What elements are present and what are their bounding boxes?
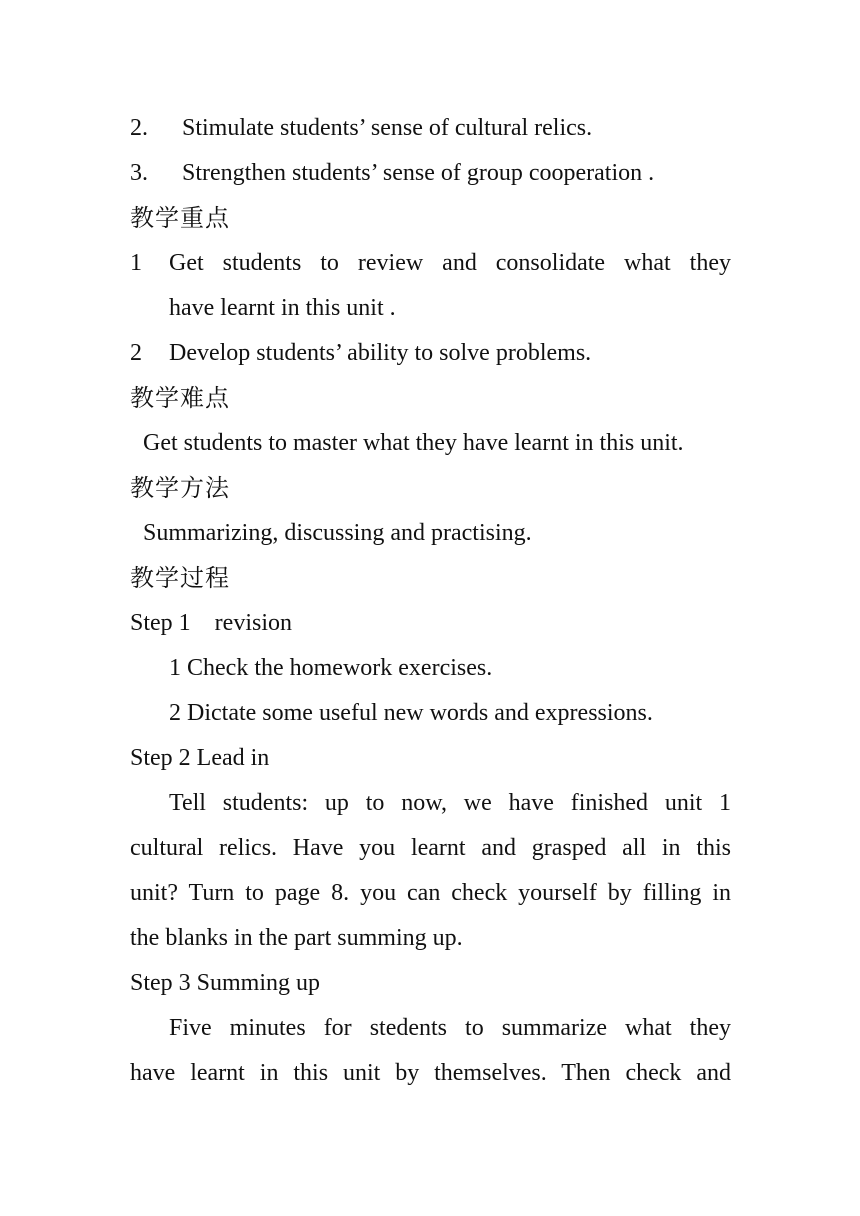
step2-line-3: unit? Turn to page 8. you can check yourself by filling in — [130, 880, 731, 906]
step2-line-1: Tell students: up to now, we have finished unit 1 — [169, 790, 731, 816]
objective-3-text: Strengthen students’ sense of group cooperation . — [182, 160, 655, 186]
key-point-1-number: 1 — [130, 250, 142, 276]
key-point-1-line2: have learnt in this unit . — [169, 295, 396, 321]
step3-title: Step 3 Summing up — [130, 970, 321, 996]
objective-2-text: Stimulate students’ sense of cultural relics. — [182, 115, 593, 141]
process-heading: 教学过程 — [130, 564, 230, 592]
key-point-2-text: Develop students’ ability to solve problems. — [169, 340, 592, 366]
step2-line-2: cultural relics. Have you learnt and grasped all in this — [130, 835, 731, 861]
key-points-heading: 教学重点 — [130, 204, 230, 232]
methods-heading: 教学方法 — [130, 474, 230, 502]
objective-3-number: 3. — [130, 160, 148, 186]
step1-item-2: 2 Dictate some useful new words and expressions. — [169, 700, 653, 726]
objective-2-number: 2. — [130, 115, 148, 141]
step3-line-2: have learnt in this unit by themselves. Then check and — [130, 1060, 731, 1086]
step2-line-4: the blanks in the part summing up. — [130, 925, 463, 951]
step2-title: Step 2 Lead in — [130, 745, 270, 771]
step3-line-1: Five minutes for stedents to summarize what they — [169, 1015, 731, 1041]
difficulties-text: Get students to master what they have learnt in this unit. — [143, 430, 684, 456]
step1-item-1: 1 Check the homework exercises. — [169, 655, 493, 681]
step1-title: Step 1 revision — [130, 610, 292, 636]
methods-text: Summarizing, discussing and practising. — [143, 520, 532, 546]
key-point-2-number: 2 — [130, 340, 142, 366]
objective-3 — [130, 158, 654, 188]
difficulties-heading: 教学难点 — [130, 384, 230, 412]
key-point-1-line1: Get students to review and consolidate what they — [169, 250, 731, 276]
objective-2 — [130, 113, 592, 143]
